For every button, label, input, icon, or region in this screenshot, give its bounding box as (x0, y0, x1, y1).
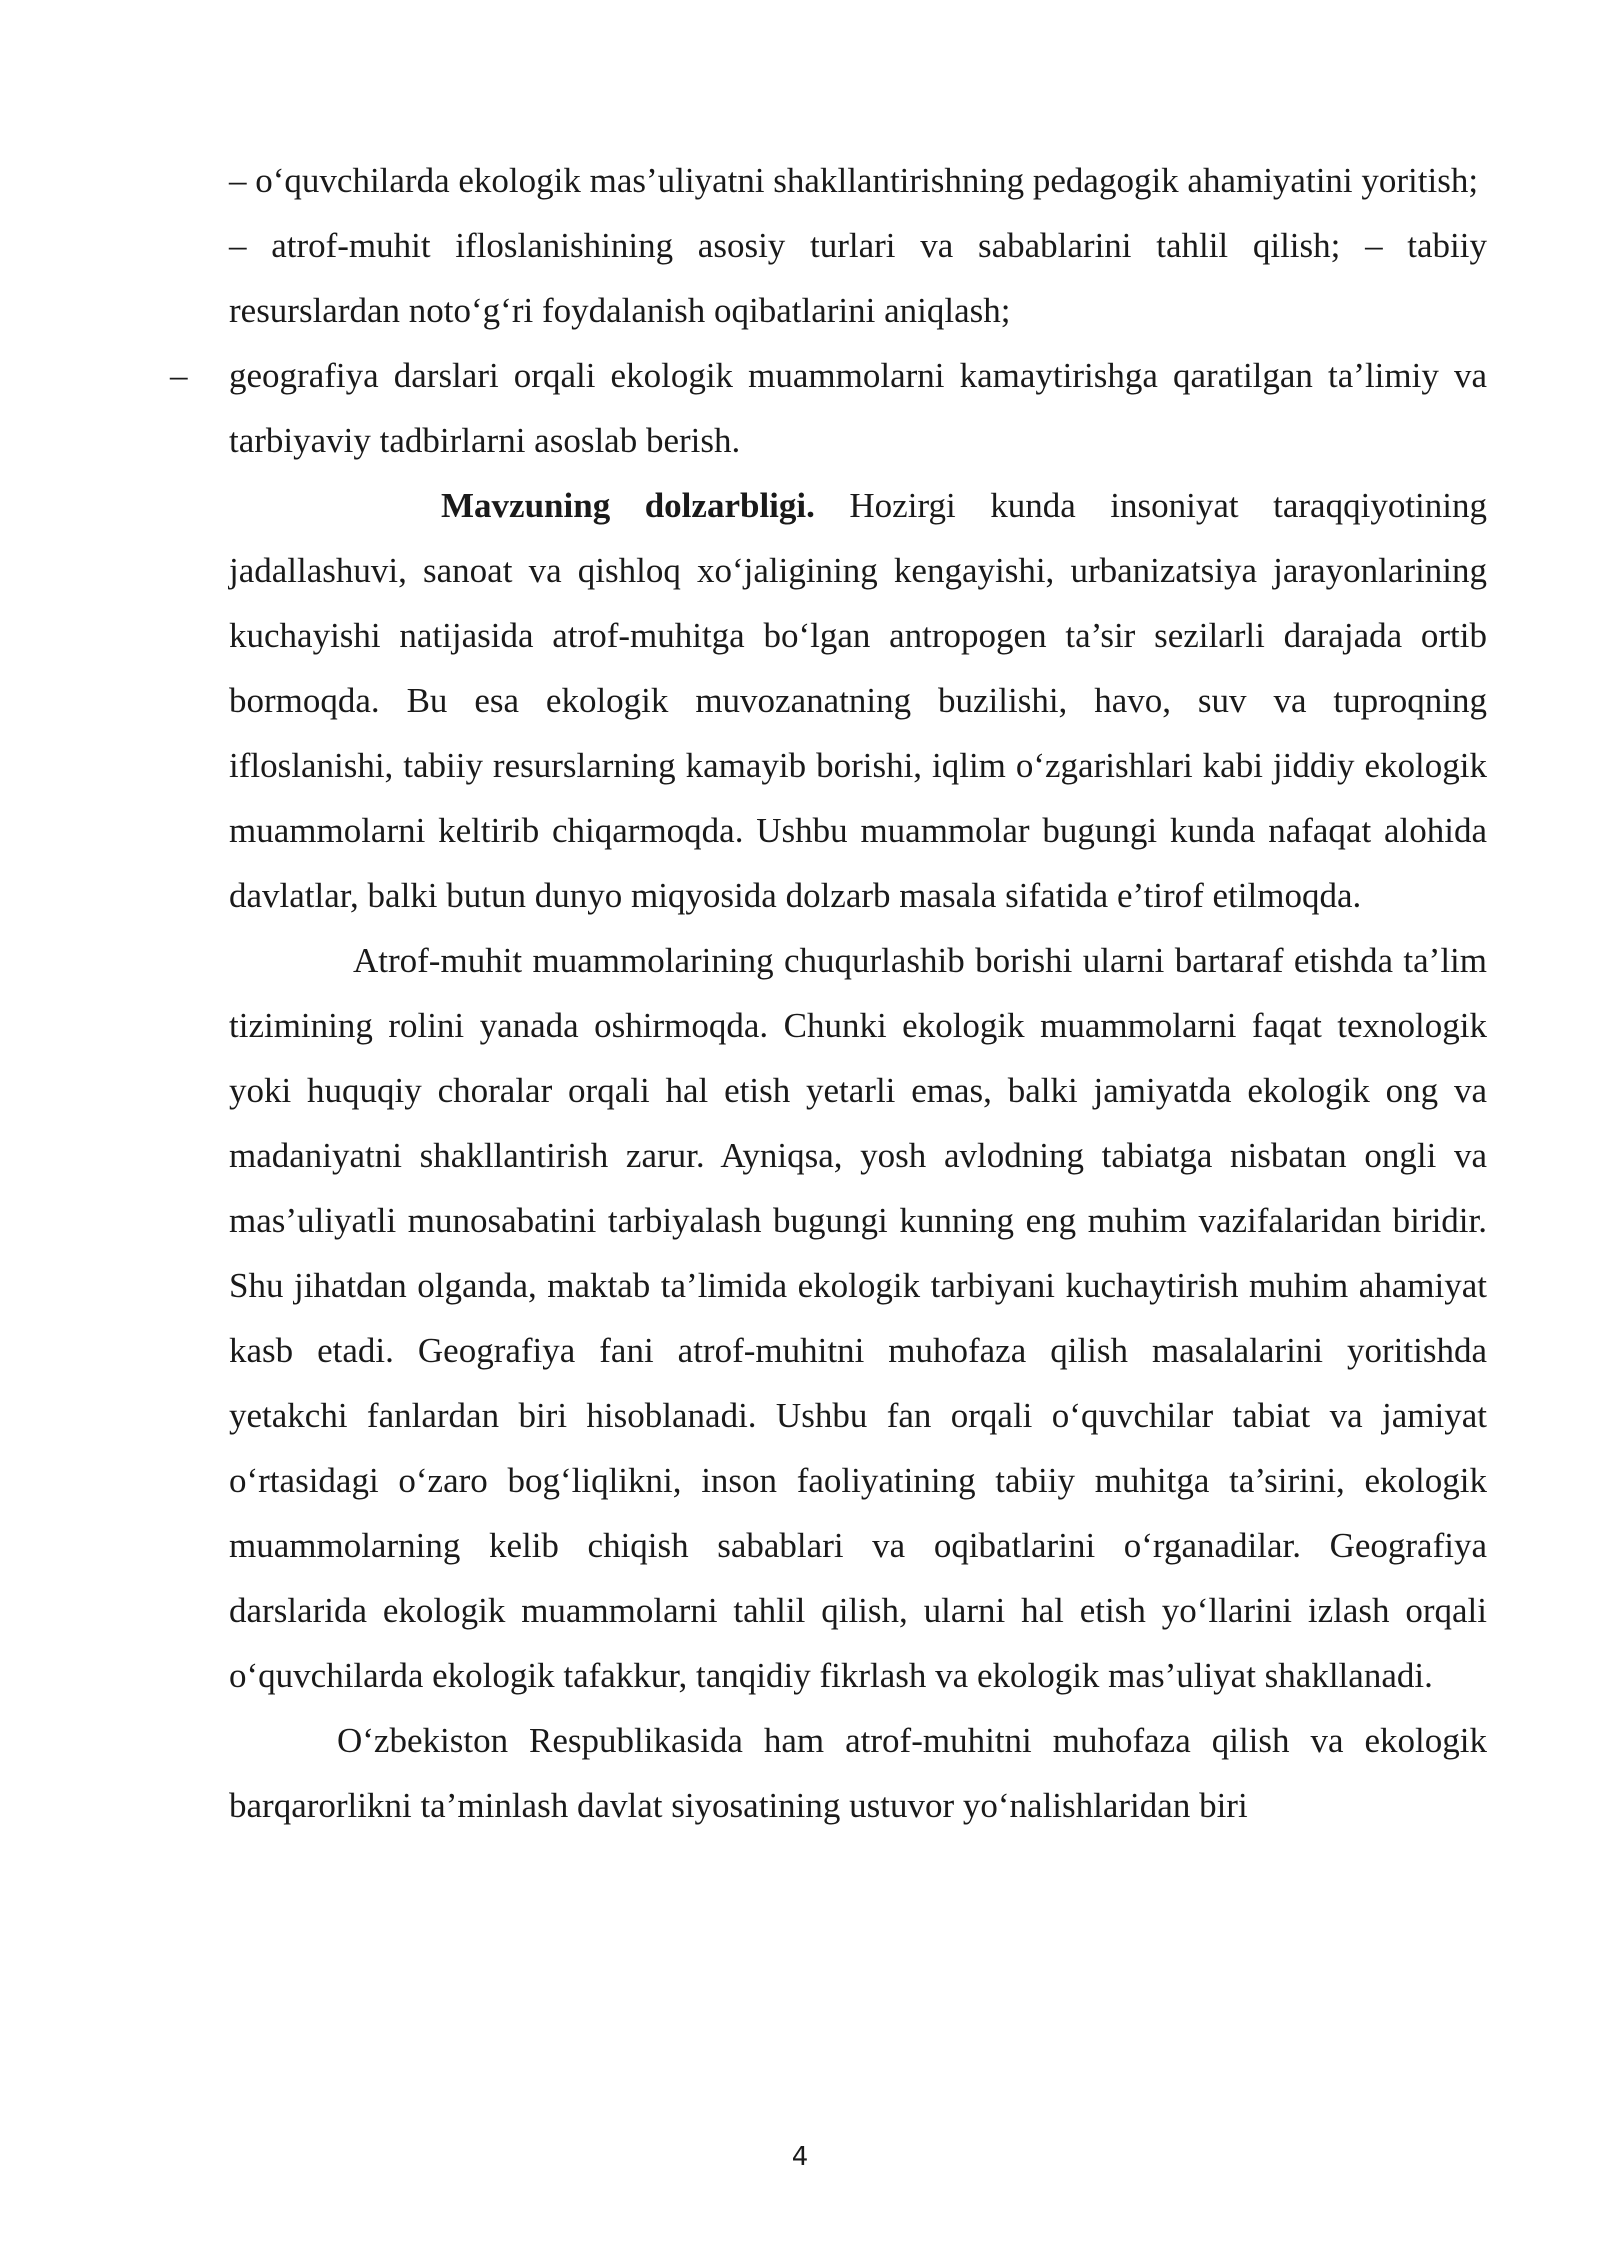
section-heading-relevance: Mavzuning dolzarbligi. (441, 486, 815, 525)
list-item-objective-3 (170, 343, 1487, 473)
document-page (170, 148, 1487, 1838)
list-item-objective-2: – atrof-muhit ifloslanishining asosiy turlari va sabablarini tahlil qilish; – tabiiy resurslardan noto‘g‘ri foydalanish oqibatlarini aniqlash; (229, 226, 1487, 330)
list-item-objective-3-text: geografiya darslari orqali ekologik muammolarni kamaytirishga qaratilgan ta’limiy va tarbiyaviy tadbirlarni asoslab berish. (229, 356, 1487, 460)
paragraph-relevance-text: Hozirgi kunda insoniyat taraqqiyotining jadallashuvi, sanoat va qishloq xo‘jaligining kengayishi, urbanizatsiya jarayonlarining kuchayishi natijasida atrof-muhitga bo‘lgan antropogen ta’sir sezilarli darajada ortib bormoqda. Bu esa ekologik muvozanatning buzilishi, havo, suv va tuproqning ifloslanishi, tabiiy resurslarning kamayib borishi, iqlim o‘zgarishlari kabi jiddiy ekologik muammolarni keltirib chiqarmoqda. Ushbu muammolar bugungi kunda nafaqat alohida davlatlar, balki butun dunyo miqyosida dolzarb masala sifatida e’tirof etilmoqda. (229, 486, 1487, 915)
paragraph-relevance (229, 473, 1487, 928)
paragraph-uzbekistan: O‘zbekiston Respublikasida ham atrof-muhitni muhofaza qilish va ekologik barqarorlikni ta’minlash davlat siyosatining ustuvor yo‘nalishlaridan biri (229, 1721, 1487, 1825)
list-dash: – (170, 356, 188, 395)
page-number: 4 (791, 2142, 809, 2172)
list-item-objective-1: – o‘quvchilarda ekologik mas’uliyatni shakllantirishning pedagogik ahamiyatini yoritish; (229, 161, 1479, 200)
paragraph-education-role: Atrof-muhit muammolarining chuqurlashib borishi ularni bartaraf etishda ta’lim tizimining rolini yanada oshirmoqda. Chunki ekologik muammolarni faqat texnologik yoki huquqiy choralar orqali hal etish yetarli emas, balki jamiyatda ekologik ong va madaniyatni shakllantirish zarur. Ayniqsa, yosh avlodning tabiatga nisbatan ongli va mas’uliyatli munosabatini tarbiyalash bugungi kunning eng muhim vazifalaridan biridir. Shu jihatdan olganda, maktab ta’limida ekologik tarbiyani kuchaytirish muhim ahamiyat kasb etadi. Geografiya fani atrof-muhitni muhofaza qilish masalalarini yoritishda yetakchi fanlardan biri hisoblanadi. Ushbu fan orqali o‘quvchilar tabiat va jamiyat o‘rtasidagi o‘zaro bog‘liqlikni, inson faoliyatining tabiiy muhitga ta’sirini, ekologik muammolarning kelib chiqish sabablari va oqibatlarini o‘rganadilar. Geografiya darslarida ekologik muammolarni tahlil qilish, ularni hal etish yo‘llarini izlash orqali o‘quvchilarda ekologik tafakkur, tanqidiy fikrlash va ekologik mas’uliyat shakllanadi. (229, 941, 1487, 1695)
